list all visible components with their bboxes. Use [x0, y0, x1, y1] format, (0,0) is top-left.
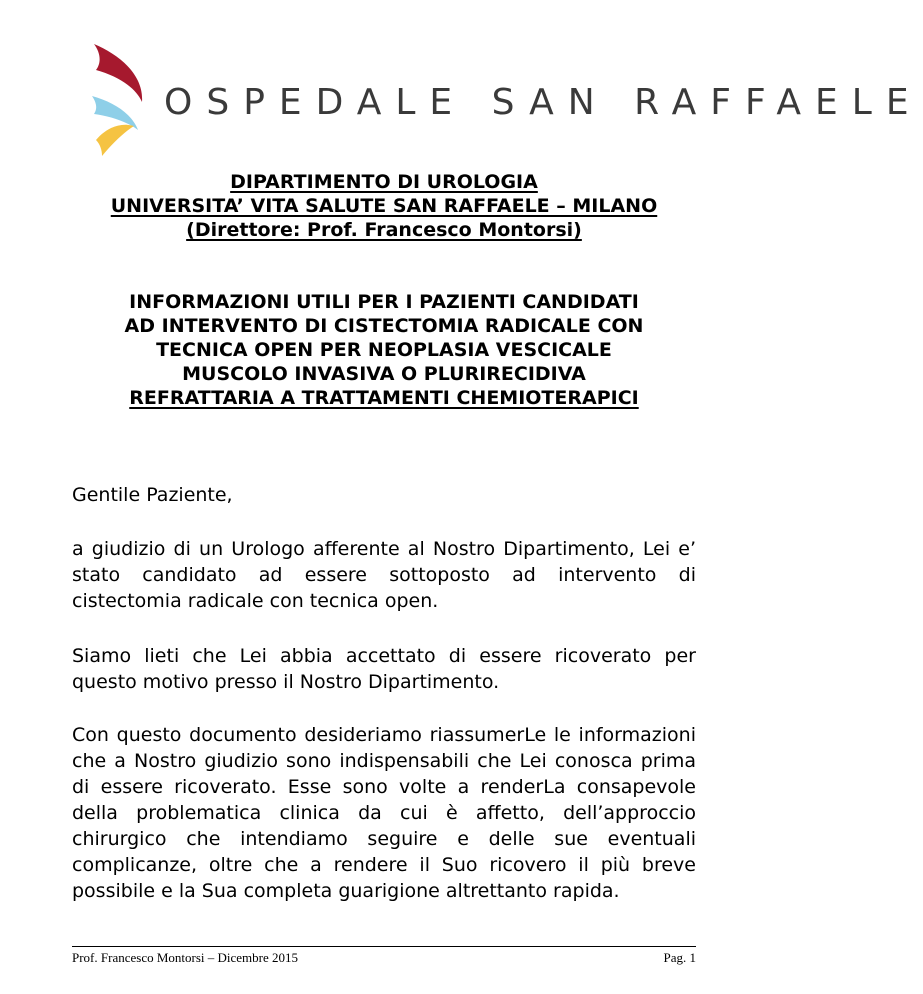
logo-yellow-ribbon [96, 125, 134, 156]
title-line-3: TECNICA OPEN PER NEOPLASIA VESCICALE [156, 339, 612, 361]
greeting [72, 482, 696, 508]
department-line-2: UNIVERSITA’ VITA SALUTE SAN RAFFAELE – MILANO [110, 195, 658, 217]
department-heading [60, 170, 708, 242]
paragraph-1-text: a giudizio di un Urologo afferente al Nostro Dipartimento, Lei e’ stato candidato ad essere sottoposto ad intervento di cistectomia radicale con tecnica open. [72, 538, 696, 612]
title-line-1: INFORMAZIONI UTILI PER I PAZIENTI CANDIDATI [129, 291, 639, 313]
footer-divider [72, 946, 696, 947]
footer-author-date: Prof. Francesco Montorsi – Dicembre 2015 [72, 950, 299, 965]
department-line-3: (Direttore: Prof. Francesco Montorsi) [186, 219, 582, 241]
logo-red-ribbon [94, 44, 142, 102]
title-line-5: REFRATTARIA A TRATTAMENTI CHEMIOTERAPICI [129, 387, 639, 409]
department-line-1: DIPARTIMENTO DI UROLOGIA [230, 171, 538, 193]
logo-blue-ribbon [92, 96, 138, 130]
page-number: Pag. 1 [663, 950, 696, 965]
paragraph-2 [72, 643, 696, 695]
hospital-logo [88, 40, 923, 160]
paragraph-3 [72, 722, 696, 904]
paragraph-2-text: Siamo lieti che Lei abbia accettato di essere ricoverato per questo motivo presso il Nostro Dipartimento. [72, 645, 696, 693]
document-title [60, 290, 708, 410]
logo-wordmark: OSPEDALE SAN RAFFAELE [164, 82, 923, 123]
logo-mark-icon [88, 40, 158, 160]
title-line-4: MUSCOLO INVASIVA O PLURIRECIDIVA [182, 363, 586, 385]
paragraph-3-text: Con questo documento desideriamo riassumerLe le informazioni che a Nostro giudizio sono indispensabili che Lei conosca prima di essere ricoverato. Esse sono volte a renderLa consapevole della problematica clinica da cui è affetto, dell’approccio chirurgico che intendiamo seguire e delle sue eventuali complicanze, oltre che a rendere il Suo ricovero il più breve possibile e la Sua completa guarigione altrettanto rapida. [72, 724, 696, 902]
title-line-2: AD INTERVENTO DI CISTECTOMIA RADICALE CON [124, 315, 644, 337]
paragraph-1 [72, 536, 696, 614]
greeting-text: Gentile Paziente, [72, 484, 233, 506]
